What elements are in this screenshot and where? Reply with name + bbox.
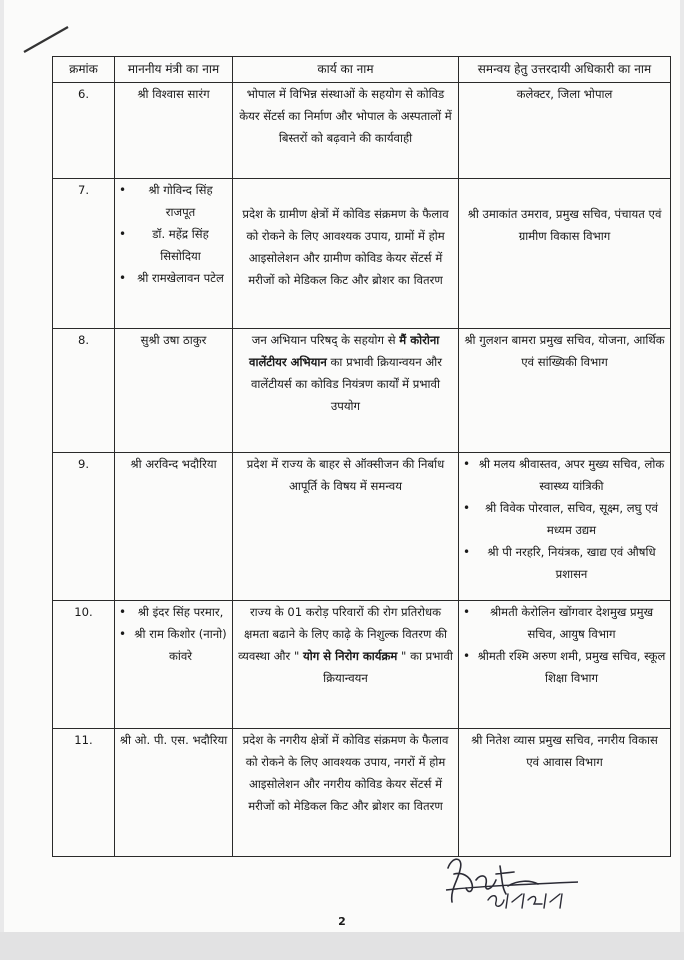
list-item (119, 623, 228, 667)
work-highlight: मैं कोरोना वालेंटीयर अभियान (249, 333, 440, 369)
table-row (53, 329, 671, 453)
minister-cell (115, 329, 233, 453)
bullet-icon: • (119, 627, 127, 641)
officer-list (463, 453, 666, 585)
minister-name: श्री ओ. पी. एस. भदौरिया (119, 733, 228, 747)
minister-list (119, 179, 228, 289)
list-item (463, 453, 666, 497)
officer-cell (459, 179, 671, 329)
work-cell (233, 601, 459, 729)
work-text: जन अभियान परिषद् के सहयोग से (251, 333, 400, 347)
header-sr: क्रमांक (53, 57, 115, 83)
minister-name: श्री अरविन्द भदौरिया (130, 457, 217, 471)
work-text: का प्रभावी क्रियान्वयन और वालेंटीयर्स का कोविड नियंत्रण कार्यों में प्रभावी उपयोग (250, 355, 442, 413)
work-text: प्रदेश में राज्य के बाहर से ऑक्सीजन की निर्बाध आपूर्ति के विषय में समन्वय (246, 457, 445, 493)
work-text: भोपाल में विभिन्न संस्थाओं के सहयोग से कोविड केयर सेंटर्स का निर्माण और भोपाल के अस्पतालों में बिस्तरों को बढ़वाने की कार्यवाही (239, 87, 452, 145)
list-item (463, 645, 666, 689)
officer-list (463, 601, 666, 689)
bullet-icon: • (119, 183, 127, 197)
officer-name: श्री पी नरहरि, नियंत्रक, खाद्य एवं औषधि प्रशासन (487, 545, 656, 581)
work-highlight: योग से निरोग कार्यक्रम (302, 649, 398, 663)
document-page (4, 0, 680, 960)
work-cell (233, 179, 459, 329)
bullet-icon: • (119, 605, 127, 619)
handwritten-signature (442, 850, 582, 912)
officer-cell (459, 329, 671, 453)
row-sr: 10. (53, 601, 115, 729)
officer-name: श्रीमती केरोलिन खोंगवार देशमुख प्रमुख सचिव, आयुष विभाग (489, 605, 654, 641)
officer-name: कलेक्टर, जिला भोपाल (516, 87, 613, 101)
bullet-icon: • (463, 649, 471, 663)
table-header-row (53, 57, 671, 83)
pen-stroke-mark (22, 24, 72, 54)
bullet-icon: • (119, 271, 127, 285)
officer-cell (459, 83, 671, 179)
row-sr: 6. (53, 83, 115, 179)
minister-cell (115, 453, 233, 601)
officer-cell (459, 453, 671, 601)
work-cell (233, 729, 459, 857)
officer-name: श्री उमाकांत उमराव, प्रमुख सचिव, पंचायत एवं ग्रामीण विकास विभाग (467, 207, 662, 243)
minister-cell (115, 179, 233, 329)
row-sr: 11. (53, 729, 115, 857)
table-row (53, 453, 671, 601)
minister-name: श्री इंदर सिंह परमार, (137, 605, 224, 619)
row-sr: 9. (53, 453, 115, 601)
officer-name: श्री मलय श्रीवास्तव, अपर मुख्य सचिव, लोक स्वास्थ्य यांत्रिकी (478, 457, 665, 493)
bullet-icon: • (463, 605, 471, 619)
minister-name: श्री गोविन्द सिंह राजपूत (148, 183, 213, 219)
list-item (463, 497, 666, 541)
work-text: प्रदेश के ग्रामीण क्षेत्रों में कोविड संक्रमण के फैलाव को रोकने के लिए आवश्यक उपाय, ग्रामों में होम आइसोलेशन और ग्रामीण कोविड केयर सेंटर्स में मरीजों को मेडिकल किट और ब्रोशर का वितरण (242, 207, 449, 287)
minister-name: डॉ. महेंद्र सिंह सिसोदिया (152, 227, 209, 263)
page-bottom-edge (0, 932, 684, 960)
bullet-icon: • (463, 457, 471, 471)
minister-name: श्री विश्वास सारंग (137, 87, 210, 101)
bullet-icon: • (463, 545, 471, 559)
list-item (119, 601, 228, 623)
row-sr: 7. (53, 179, 115, 329)
minister-list (119, 601, 228, 667)
officer-name: श्री विवेक पोरवाल, सचिव, सूक्ष्म, लघु एवं मध्यम उद्यम (485, 501, 658, 537)
officer-name: श्रीमती रश्मि अरुण शमी, प्रमुख सचिव, स्कूल शिक्षा विभाग (477, 649, 666, 685)
bullet-icon: • (119, 227, 127, 241)
assignment-table (52, 56, 671, 857)
bullet-icon: • (463, 501, 471, 515)
work-text: प्रदेश के नगरीय क्षेत्रों में कोविड संक्रमण के फैलाव को रोकने के लिए आवश्यक उपाय, नगरों में होम आइसोलेशन और नगरीय कोविड केयर सेंटर्स में मरीजों को मेडिकल किट और ब्रोशर का वितरण (242, 733, 449, 813)
officer-cell (459, 729, 671, 857)
minister-name: श्री रामखेलावन पटेल (137, 271, 224, 285)
minister-cell (115, 601, 233, 729)
officer-cell (459, 601, 671, 729)
officer-name: श्री गुलशन बामरा प्रमुख सचिव, योजना, आर्थिक एवं सांख्यिकी विभाग (464, 333, 665, 369)
row-sr: 8. (53, 329, 115, 453)
header-minister: माननीय मंत्री का नाम (115, 57, 233, 83)
work-cell (233, 83, 459, 179)
work-text: " का प्रभावी क्रियान्वयन (323, 649, 453, 685)
header-officer: समन्वय हेतु उत्तरदायी अधिकारी का नाम (459, 57, 671, 83)
list-item (119, 179, 228, 223)
minister-name: श्री राम किशोर (नानो) कांवरे (134, 627, 227, 663)
officer-name: श्री नितेश व्यास प्रमुख सचिव, नगरीय विकास एवं आवास विभाग (471, 733, 658, 769)
table-row (53, 83, 671, 179)
work-text: राज्य के 01 करोड़ परिवारों की रोग प्रतिरोधक क्षमता बढाने के लिए काढ़े के निशुल्क वितरण की व्यवस्था और " (238, 605, 447, 663)
table-row (53, 601, 671, 729)
list-item (463, 601, 666, 645)
work-cell (233, 453, 459, 601)
table-row (53, 729, 671, 857)
minister-cell (115, 83, 233, 179)
minister-name: सुश्री उषा ठाकुर (140, 333, 207, 347)
page-number: 2 (338, 915, 346, 928)
header-work: कार्य का नाम (233, 57, 459, 83)
list-item (119, 223, 228, 267)
minister-cell (115, 729, 233, 857)
list-item (463, 541, 666, 585)
table-row (53, 179, 671, 329)
list-item (119, 267, 228, 289)
work-cell (233, 329, 459, 453)
